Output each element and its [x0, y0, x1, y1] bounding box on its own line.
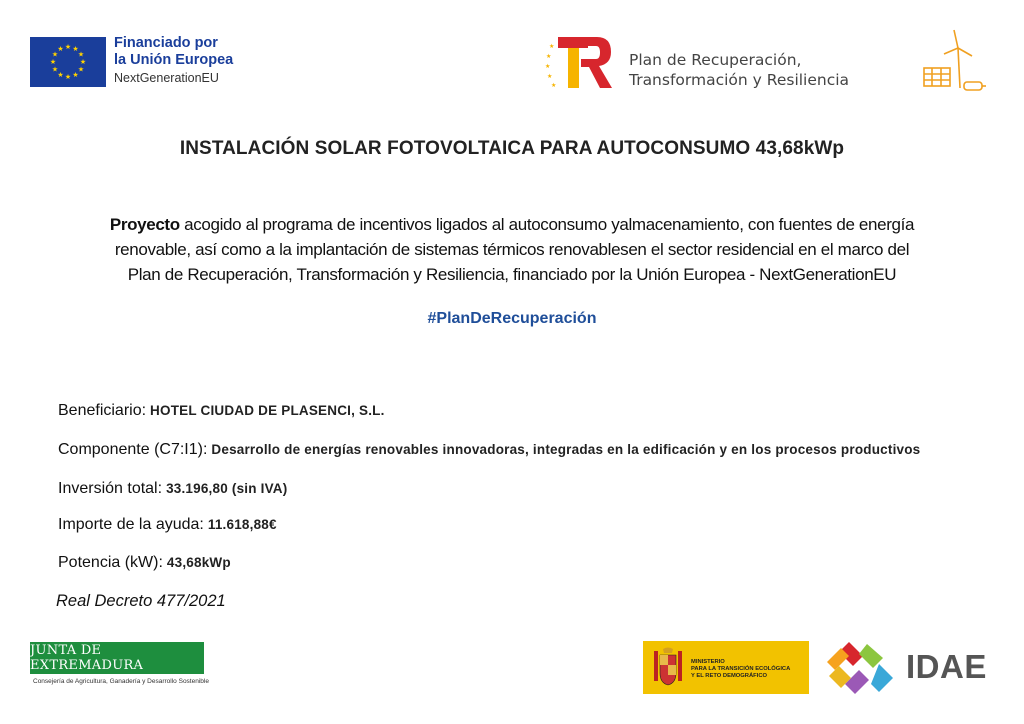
svg-text:★: ★: [77, 50, 85, 59]
idae-wordmark: IDAE: [906, 648, 987, 685]
junta-logo: JUNTA DE EXTREMADURA: [30, 642, 204, 674]
idae-logo-icon: [823, 640, 899, 698]
svg-text:★: ★: [79, 58, 87, 66]
prtr-logo-icon: [545, 32, 615, 92]
svg-text:★: ★: [546, 53, 552, 60]
ministerio-line-3: Y EL RETO DEMOGRÁFICO: [691, 672, 768, 679]
ministerio-line-1: MINISTERIO: [691, 659, 725, 665]
field-potencia: [58, 554, 970, 572]
field-label: Beneficiario:: [58, 402, 147, 419]
field-inversion: [58, 480, 970, 498]
description-lead: Proyecto: [109, 215, 180, 234]
field-value: 11.618,88€: [207, 517, 277, 532]
svg-text:★: ★: [57, 71, 64, 79]
escudo-icon: [651, 647, 685, 689]
field-label: Importe de la ayuda:: [58, 516, 204, 533]
prtr-text: [629, 50, 849, 90]
svg-text:★: ★: [72, 45, 79, 53]
prtr-line-2: Transformación y Resiliencia: [629, 71, 850, 90]
field-value: 33.196,80 (sin IVA): [166, 481, 288, 496]
eu-line-3: NextGenerationEU: [114, 71, 219, 86]
wind-solar-icon: [920, 28, 990, 98]
field-beneficiario: [58, 402, 970, 420]
ministerio-text: [691, 659, 790, 680]
hashtag: #PlanDeRecuperación: [427, 310, 597, 327]
field-label: Potencia (kW):: [58, 554, 163, 571]
svg-text:★: ★: [51, 50, 59, 59]
field-value: HOTEL CIUDAD DE PLASENCI, S.L.: [150, 403, 385, 418]
description-line-2: renovable, así como a la implantación de sistemas térmicos renovablesen el sector residencial en el marco del: [114, 240, 910, 259]
svg-text:★: ★: [51, 65, 59, 74]
svg-text:★: ★: [64, 73, 72, 81]
eu-line-1: Financiado por: [114, 35, 218, 51]
eu-flag-icon: [30, 37, 106, 87]
svg-text:★: ★: [72, 71, 79, 79]
svg-text:★: ★: [49, 58, 57, 66]
svg-text:★: ★: [547, 73, 553, 80]
real-decreto: Real Decreto 477/2021: [56, 592, 226, 610]
eu-line-2: la Unión Europea: [114, 51, 234, 68]
field-value: 43,68kWp: [166, 555, 231, 570]
field-label: Componente (C7:I1):: [58, 441, 208, 458]
project-description: [50, 212, 974, 287]
field-componente: [58, 441, 970, 459]
svg-text:★: ★: [64, 43, 72, 51]
svg-text:★: ★: [549, 43, 555, 50]
junta-subtitle: Consejería de Agricultura, Ganadería y Desarrollo Sostenible: [33, 678, 209, 685]
ministerio-line-2: PARA LA TRANSICIÓN ECOLÓGICA: [691, 665, 791, 672]
svg-text:★: ★: [545, 63, 551, 70]
svg-text:★: ★: [551, 82, 557, 89]
page-title: INSTALACIÓN SOLAR FOTOVOLTAICA PARA AUTOCONSUMO 43,68kWp: [179, 138, 845, 159]
svg-text:★: ★: [57, 45, 64, 53]
svg-text:★: ★: [77, 65, 85, 74]
prtr-line-1: Plan de Recuperación,: [629, 51, 802, 69]
eu-funding-text: [114, 35, 233, 86]
ministerio-logo: [643, 641, 809, 694]
field-label: Inversión total:: [58, 480, 163, 497]
description-line-1: acogido al programa de incentivos ligados al autoconsumo yalmacenamiento, con fuentes de energía: [179, 215, 915, 234]
field-value: Desarrollo de energías renovables innovadoras, integradas en la edificación y en los procesos productivos: [211, 442, 921, 457]
field-importe: [58, 516, 970, 534]
description-line-3: Plan de Recuperación, Transformación y Resiliencia, financiado por la Unión Europea - NextGenerationEU: [127, 265, 897, 284]
